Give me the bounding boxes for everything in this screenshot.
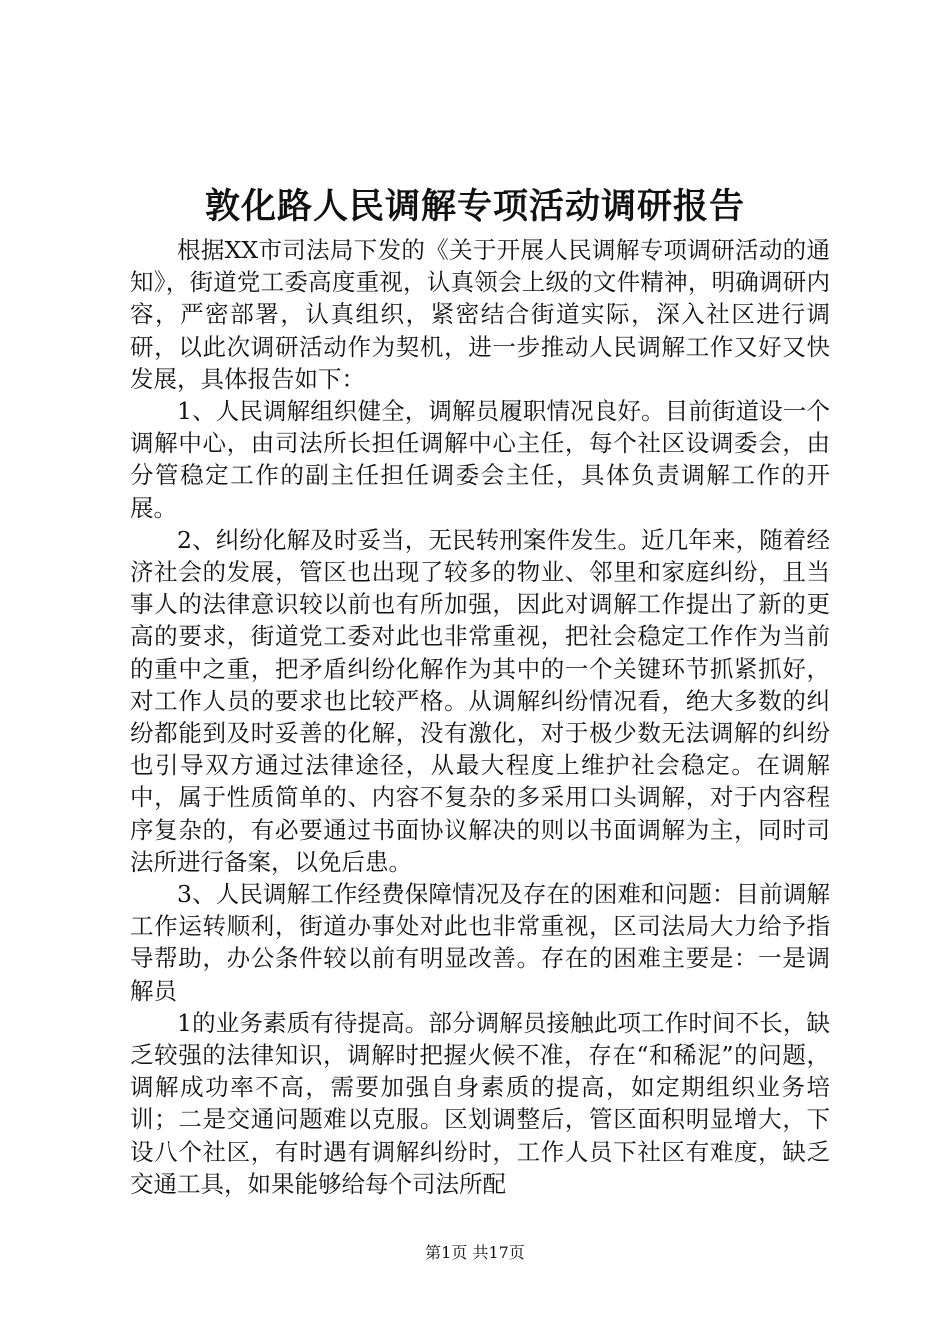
document-title: 敦化路人民调解专项活动调研报告 <box>204 186 745 227</box>
paragraph-continuation: 1的业务素质有待提高。部分调解员接触此项工作时间不长，缺乏较强的法律知识，调解时把握火候不准，存在“和稀泥”的问题，调解成功率不高，需要加强自身素质的提高，如定期组织业务培训；二是交通问题难以克服。区划调整后，管区面积明显增大，下设八个社区，有时遇有调解纠纷时，工作人员下社区有难度，缺乏交通工具，如果能够给每个司法所配 <box>130 1008 830 1198</box>
paragraph-item-3: 3、人民调解工作经费保障情况及存在的困难和问题：目前调解工作运转顺利，街道办事处对此也非常重视，区司法局大力给予指导帮助，办公条件较以前有明显改善。存在的困难主要是：一是调解员 <box>130 880 830 1005</box>
paragraph-item-2: 2、纠纷化解及时妥当，无民转刑案件发生。近几年来，随着经济社会的发展，管区也出现了较多的物业、邻里和家庭纠纷，且当事人的法律意识较以前也有所加强，因此对调解工作提出了新的更高的要求，街道党工委对此也非常重视，把社会稳定工作作为当前的重中之重，把矛盾纠纷化解作为其中的一个关键环节抓紧抓好，对工作人员的要求也比较严格。从调解纠纷情况看，绝大多数的纠纷都能到及时妥善的化解，没有激化，对于极少数无法调解的纠纷也引导双方通过法律途径，从最大程度上维护社会稳定。在调解中，属于性质简单的、内容不复杂的多采用口头调解，对于内容程序复杂的，有必要通过书面协议解决的则以书面调解为主，同时司法所进行备案，以免后患。 <box>130 525 830 876</box>
paragraph-item-1: 1、人民调解组织健全，调解员履职情况良好。目前街道设一个调解中心，由司法所长担任调解中心主任，每个社区设调委会，由分管稳定工作的副主任担任调委会主任，具体负责调解工作的开展。 <box>130 397 830 522</box>
document-body <box>130 234 830 1200</box>
paragraph-intro: 根据XX市司法局下发的《关于开展人民调解专项调研活动的通知》，街道党工委高度重视，认真领会上级的文件精神，明确调研内容，严密部署，认真组织，紧密结合街道实际，深入社区进行调研，以此次调研活动作为契机，进一步推动人民调解工作又好又快发展，具体报告如下： <box>130 236 830 393</box>
page-number: 第1页 共17页 <box>425 1243 525 1262</box>
